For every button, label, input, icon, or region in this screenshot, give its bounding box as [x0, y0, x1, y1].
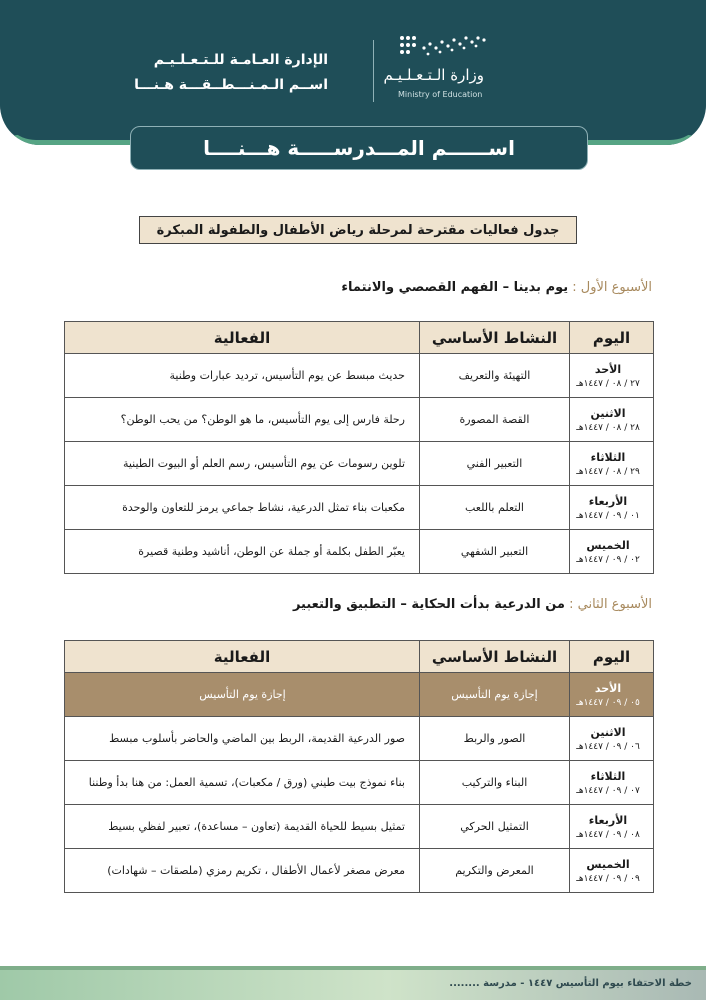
col-header-event: الفعالية [65, 322, 420, 354]
holiday-row [65, 673, 654, 717]
day-name: الأربعاء [588, 494, 628, 508]
week1-label: الأسبوع الأول [580, 280, 652, 295]
col-header-event: الفعالية [65, 641, 420, 673]
footer-top-line [0, 966, 706, 970]
day-cell [570, 717, 654, 761]
col-header-day: اليوم [570, 641, 654, 673]
table-row [65, 442, 654, 486]
day-name: الخميس [586, 538, 630, 552]
header-divider [373, 40, 374, 102]
table-row [65, 761, 654, 805]
day-date: ٠٢ / ٠٩ / ١٤٤٧هـ [576, 554, 640, 565]
day-name: الثلاثاء [590, 450, 626, 464]
day-date: ٢٩ / ٠٨ / ١٤٤٧هـ [576, 466, 640, 477]
day-date: ٢٧ / ٠٨ / ١٤٤٧هـ [576, 378, 640, 389]
day-name: الأربعاء [588, 813, 628, 827]
week1-table [64, 321, 654, 574]
ministry-name-ar: وزارة الـتـعـلـيـم [383, 66, 484, 84]
event-cell: معرض مصغر لأعمال الأطفال ، تكريم رمزي (ملصقات – شهادات) [65, 849, 420, 893]
ministry-logo-dots-icon [398, 34, 490, 62]
week1-heading [341, 280, 652, 295]
day-cell [570, 849, 654, 893]
table-row [65, 805, 654, 849]
day-date: ٢٨ / ٠٨ / ١٤٤٧هـ [576, 422, 640, 433]
day-cell [570, 761, 654, 805]
table-row [65, 849, 654, 893]
day-date: ٠١ / ٠٩ / ١٤٤٧هـ [576, 510, 640, 521]
day-date: ٠٥ / ٠٩ / ١٤٤٧هـ [576, 697, 640, 708]
event-cell: بناء نموذج بيت طيني (ورق / مكعبات)، تسمية العمل: من هنا بدأ وطننا [65, 761, 420, 805]
week1-separator: : [568, 280, 581, 295]
day-cell [570, 673, 654, 717]
event-cell: تلوين رسومات عن يوم التأسيس، رسم العلم أو البيوت الطينية [65, 442, 420, 486]
school-name-banner: اســــــم المـــدرســـــة هـــنــــا [130, 126, 588, 170]
day-date: ٠٩ / ٠٩ / ١٤٤٧هـ [576, 873, 640, 884]
week2-title: من الدرعية بدأت الحكاية – التطبيق والتعبير [292, 597, 565, 612]
activity-cell: إجازة يوم التأسيس [420, 673, 570, 717]
activity-cell: المعرض والتكريم [420, 849, 570, 893]
event-cell: حديث مبسط عن يوم التأسيس، ترديد عبارات وطنية [65, 354, 420, 398]
day-cell [570, 530, 654, 574]
table-header-row [65, 322, 654, 354]
ministry-name-en: Ministry of Education [398, 90, 483, 99]
week2-heading [293, 597, 652, 612]
table-row [65, 717, 654, 761]
day-cell [570, 486, 654, 530]
event-cell: رحلة فارس إلى يوم التأسيس، ما هو الوطن؟ من يحب الوطن؟ [65, 398, 420, 442]
activity-cell: الصور والربط [420, 717, 570, 761]
day-name: الخميس [586, 857, 630, 871]
table-row [65, 486, 654, 530]
table-row [65, 398, 654, 442]
day-name: الأحد [594, 681, 622, 695]
region-name: اســم الـمـنـــطــقـــة هـنـــا [134, 77, 328, 93]
day-cell [570, 354, 654, 398]
col-header-activity: النشاط الأساسي [420, 322, 570, 354]
event-cell: مكعبات بناء تمثل الدرعية، نشاط جماعي يرمز للتعاون والوحدة [65, 486, 420, 530]
week2-label: الأسبوع الثاني [577, 597, 652, 612]
ministry-logo [383, 34, 490, 106]
activity-cell: التمثيل الحركي [420, 805, 570, 849]
col-header-activity: النشاط الأساسي [420, 641, 570, 673]
day-date: ٠٧ / ٠٩ / ١٤٤٧هـ [576, 785, 640, 796]
event-cell: تمثيل بسيط للحياة القديمة (تعاون – مساعدة)، تعبير لفظي بسيط [65, 805, 420, 849]
activity-cell: القصة المصورة [420, 398, 570, 442]
day-date: ٠٨ / ٠٩ / ١٤٤٧هـ [576, 829, 640, 840]
admin-title: الإدارة العـامـة للـتـعـلـيـم [153, 52, 328, 68]
day-date: ٠٦ / ٠٩ / ١٤٤٧هـ [576, 741, 640, 752]
footer-text: خطة الاحتفاء بيوم التأسيس ١٤٤٧ - مدرسة ........ [449, 978, 692, 989]
header-background [0, 0, 706, 145]
event-cell: إجازة يوم التأسيس [65, 673, 420, 717]
activity-cell: البناء والتركيب [420, 761, 570, 805]
day-name: الاثنين [590, 406, 626, 420]
event-cell: صور الدرعية القديمة، الربط بين الماضي والحاضر بأسلوب مبسط [65, 717, 420, 761]
day-cell [570, 398, 654, 442]
table-header-row [65, 641, 654, 673]
week1-title: يوم بدينا – الفهم القصصي والانتماء [341, 280, 569, 295]
day-cell [570, 805, 654, 849]
day-name: الثلاثاء [590, 769, 626, 783]
table-row [65, 354, 654, 398]
day-cell [570, 442, 654, 486]
header-panel [0, 0, 706, 140]
week2-table [64, 640, 654, 893]
activity-cell: التعلم باللعب [420, 486, 570, 530]
day-name: الأحد [594, 362, 622, 376]
col-header-day: اليوم [570, 322, 654, 354]
week2-separator: : [564, 597, 578, 612]
event-cell: يعبّر الطفل بكلمة أو جملة عن الوطن، أناشيد وطنية قصيرة [65, 530, 420, 574]
activity-cell: التعبير الفني [420, 442, 570, 486]
document-title: جدول فعاليات مقترحة لمرحلة رياض الأطفال والطفولة المبكرة [139, 216, 577, 244]
activity-cell: التهيئة والتعريف [420, 354, 570, 398]
table-row [65, 530, 654, 574]
activity-cell: التعبير الشفهي [420, 530, 570, 574]
day-name: الاثنين [590, 725, 626, 739]
